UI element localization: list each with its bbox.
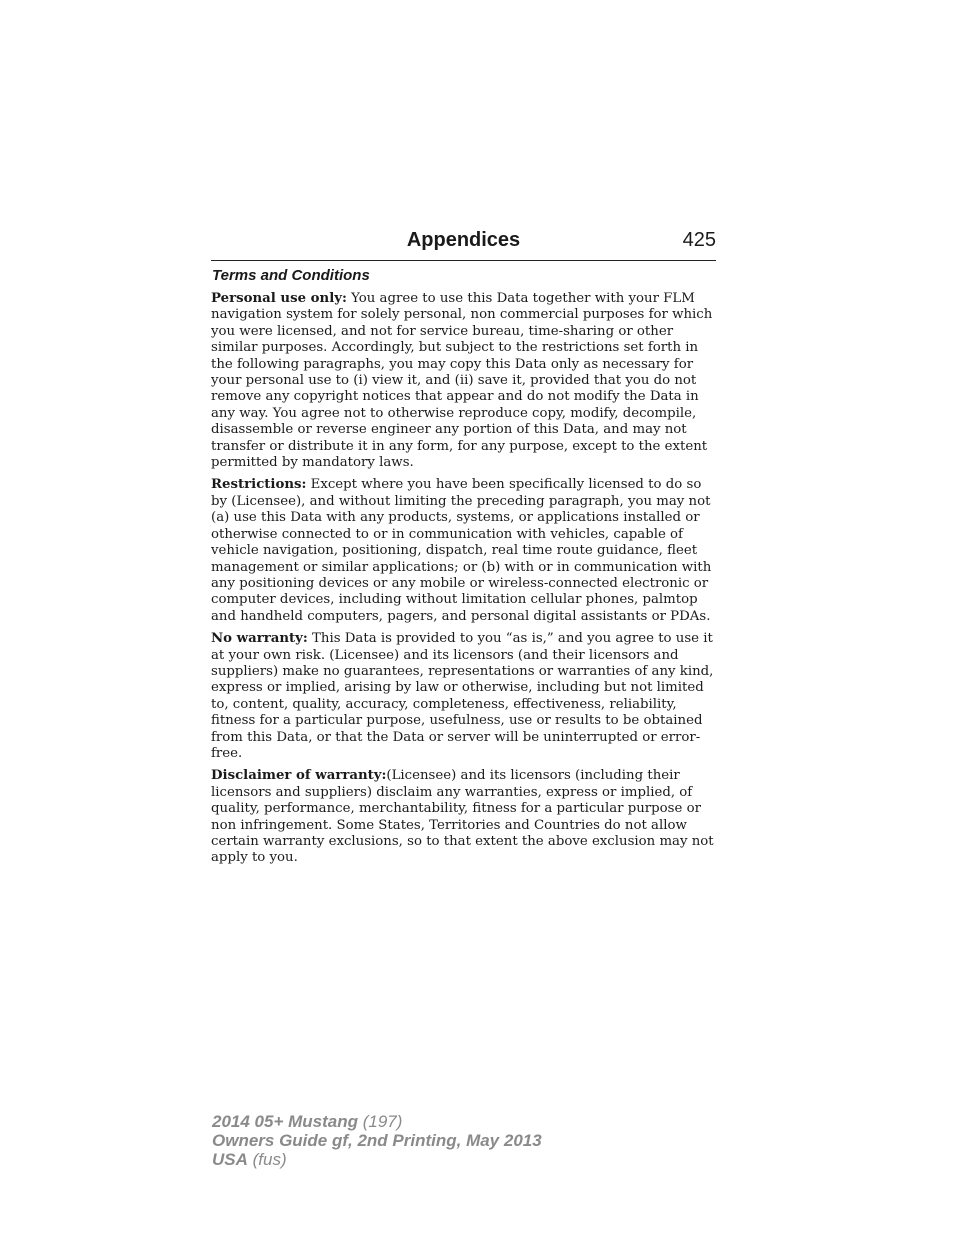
footer-line-region xyxy=(212,1150,542,1169)
footer-line-model xyxy=(212,1112,542,1131)
paragraph-no-warranty xyxy=(211,631,717,762)
paragraph-personal-use xyxy=(211,291,717,471)
section-title: Terms and Conditions xyxy=(212,267,370,284)
footer-region: USA xyxy=(212,1150,248,1169)
page-header xyxy=(211,229,716,261)
footer-model-code: (197) xyxy=(358,1112,403,1131)
body-text xyxy=(211,291,717,873)
paragraph-label: Personal use only: xyxy=(211,291,347,306)
paragraph-text: Except where you have been specifically licensed to do so by (Licensee), and without limiting the preceding paragraph, you may not (a) use this Data with any products, systems, or applications installed or otherwise connected to or in communication with vehicles, capable of vehicle navigation, positioning, dispatch, real time route guidance, fleet management or similar applications; or (b) with or in communication with any positioning devices or any mobile or wireless-connected electronic or computer devices, including without limitation cellular phones, palmtop and handheld computers, pagers, and personal digital assistants or PDAs. xyxy=(211,477,712,624)
footer-region-code: (fus) xyxy=(247,1150,287,1169)
paragraph-text: (Licensee) and its licensors (including their licensors and suppliers) disclaim any warranties, express or implied, of quality, performance, merchantability, fitness for a particular purpose or non infringement. Some States, Territories and Countries do not allow certain warranty exclusions, so to that extent the above exclusion may not apply to you. xyxy=(211,768,714,866)
paragraph-label: Disclaimer of warranty: xyxy=(211,768,387,784)
paragraph-restrictions xyxy=(211,477,717,625)
paragraph-label: Restrictions: xyxy=(211,477,307,493)
footer-guide: Owners Guide gf, 2nd Printing, May 2013 xyxy=(212,1131,542,1150)
page-footer xyxy=(212,1112,542,1169)
page-title: Appendices xyxy=(406,229,521,251)
footer-model: 2014 05+ Mustang xyxy=(212,1112,358,1131)
page-number: 425 xyxy=(682,229,716,251)
paragraph-text: You agree to use this Data together with your FLM navigation system for solely personal, non commercial purposes for which you were licensed, and not for service bureau, time-sharing or other similar purposes. Accordingly, but subject to the restrictions set forth in the following paragraphs, you may copy this Data only as necessary for your personal use to (i) view it, and (ii) save it, provided that you do not remove any copyright notices that appear and do not modify the Data in any way. You agree not to otherwise reproduce copy, modify, decompile, disassemble or reverse engineer any portion of this Data, and may not transfer or distribute it in any form, for any purpose, except to the extent permitted by mandatory laws. xyxy=(211,291,713,471)
paragraph-text: This Data is provided to you “as is,” and you agree to use it at your own risk. (Licensee) and its licensors (and their licensors and suppliers) make no guarantees, representations or warranties of any kind, express or implied, arising by law or otherwise, including but not limited to, content, quality, accuracy, completeness, effectiveness, reliability, fitness for a particular purpose, usefulness, use or results to be obtained from this Data, or that the Data or server will be uninterrupted or error-free. xyxy=(211,631,714,761)
footer-line-guide xyxy=(212,1131,542,1150)
paragraph-disclaimer xyxy=(211,768,717,866)
paragraph-label: No warranty: xyxy=(211,631,308,647)
